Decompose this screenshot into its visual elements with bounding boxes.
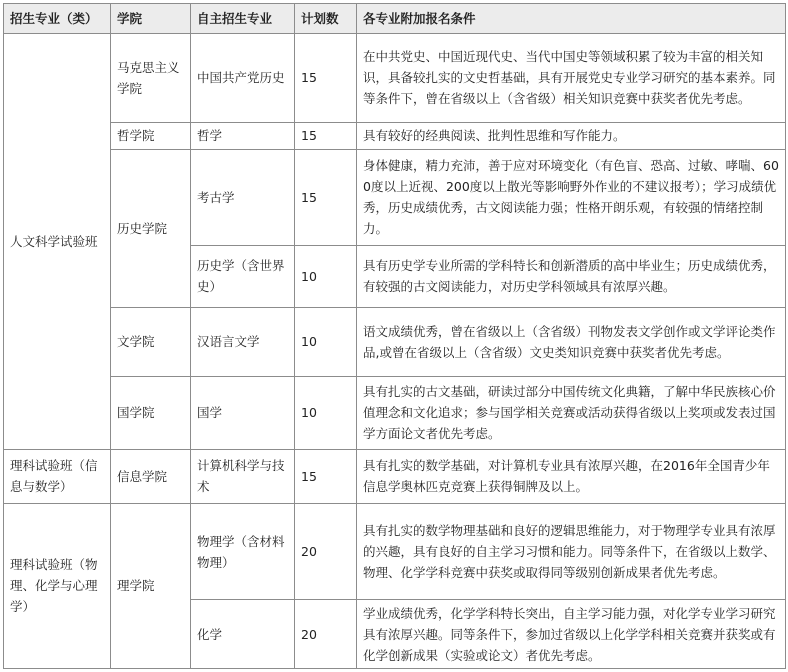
condition-cell: 具有较好的经典阅读、批判性思维和写作能力。 [357, 122, 786, 149]
condition-cell: 学业成绩优秀，化学学科特长突出，自主学习能力强，对化学专业学习研究具有浓厚兴趣。同等条件下，参加过省级以上化学学科相关竞赛并获奖或有化学创新成果（实验或论文）者优先考虑。 [357, 600, 786, 669]
table-row [4, 122, 786, 149]
table-row [4, 503, 786, 600]
major-cell: 汉语言文学 [191, 308, 295, 377]
condition-cell: 身体健康，精力充沛，善于应对环境变化（有色盲、恐高、过敏、哮喘、600度以上近视、200度以上散光等影响野外作业的不建议报考）；学习成绩优秀，历史成绩优秀，古文阅读能力强；性格开朗乐观，有较强的情绪控制力。 [357, 149, 786, 245]
plan-cell: 10 [295, 245, 357, 307]
admissions-table [3, 3, 786, 669]
plan-cell: 20 [295, 600, 357, 669]
plan-cell: 15 [295, 34, 357, 123]
college-cell: 国学院 [111, 376, 191, 450]
plan-cell: 20 [295, 503, 357, 600]
plan-cell: 10 [295, 308, 357, 377]
college-cell: 哲学院 [111, 122, 191, 149]
table-row [4, 376, 786, 450]
condition-cell: 具有扎实的数学基础，对计算机专业具有浓厚兴趣，在2016年全国青少年信息学奥林匹克竞赛上获得铜牌及以上。 [357, 450, 786, 503]
table-row [4, 149, 786, 245]
college-cell: 理学院 [111, 503, 191, 668]
plan-cell: 15 [295, 149, 357, 245]
header-major: 自主招生专业 [191, 4, 295, 34]
header-category: 招生专业（类） [4, 4, 111, 34]
header-college: 学院 [111, 4, 191, 34]
plan-cell: 15 [295, 122, 357, 149]
table-row [4, 450, 786, 503]
condition-cell: 具有历史学专业所需的学科特长和创新潜质的高中毕业生；历史成绩优秀，有较强的古文阅读能力，对历史学科领域具有浓厚兴趣。 [357, 245, 786, 307]
major-cell: 国学 [191, 376, 295, 450]
college-cell: 马克思主义学院 [111, 34, 191, 123]
category-cell: 理科试验班（物理、化学与心理学） [4, 503, 111, 668]
table-row [4, 34, 786, 123]
major-cell: 哲学 [191, 122, 295, 149]
major-cell: 化学 [191, 600, 295, 669]
header-conditions: 各专业附加报名条件 [357, 4, 786, 34]
condition-cell: 在中共党史、中国近现代史、当代中国史等领域积累了较为丰富的相关知识，具备较扎实的文史哲基础，具有开展党史专业学习研究的基本素养。同等条件下，曾在省级以上（含省级）相关知识竞赛中获奖者优先考虑。 [357, 34, 786, 123]
college-cell: 信息学院 [111, 450, 191, 503]
category-cell: 人文科学试验班 [4, 34, 111, 450]
major-cell: 历史学（含世界史） [191, 245, 295, 307]
condition-cell: 语文成绩优秀，曾在省级以上（含省级）刊物发表文学创作或文学评论类作品,或曾在省级以上（含省级）文史类知识竞赛中获奖者优先考虑。 [357, 308, 786, 377]
header-plan: 计划数 [295, 4, 357, 34]
condition-cell: 具有扎实的数学物理基础和良好的逻辑思维能力，对于物理学专业具有浓厚的兴趣，具有良好的自主学习习惯和能力。同等条件下，在省级以上数学、物理、化学学科竞赛中获奖或取得同等级别创新成果者优先考虑。 [357, 503, 786, 600]
condition-cell: 具有扎实的古文基础，研读过部分中国传统文化典籍，了解中华民族核心价值理念和文化追求；参与国学相关竞赛或活动获得省级以上奖项或发表过国学方面论文者优先考虑。 [357, 376, 786, 450]
table-header-row [4, 4, 786, 34]
major-cell: 物理学（含材料物理） [191, 503, 295, 600]
major-cell: 考古学 [191, 149, 295, 245]
major-cell: 计算机科学与技术 [191, 450, 295, 503]
table-row [4, 308, 786, 377]
plan-cell: 10 [295, 376, 357, 450]
college-cell: 历史学院 [111, 149, 191, 307]
major-cell: 中国共产党历史 [191, 34, 295, 123]
category-cell: 理科试验班（信息与数学） [4, 450, 111, 503]
plan-cell: 15 [295, 450, 357, 503]
college-cell: 文学院 [111, 308, 191, 377]
